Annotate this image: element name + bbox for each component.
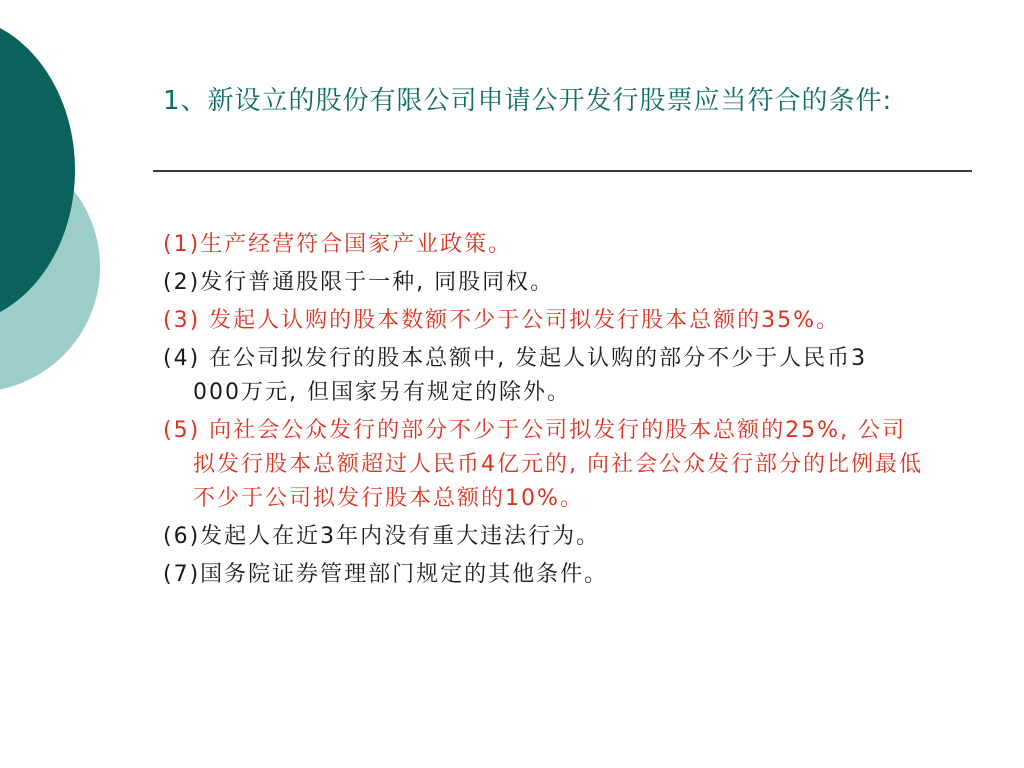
conditions-list <box>163 228 923 596</box>
condition-item-2: (2)发行普通股限于一种, 同股同权。 <box>163 270 555 295</box>
condition-item-3: (3) 发起人认购的股本数额不少于公司拟发行股本总额的35%。 <box>163 308 841 333</box>
slide-title: 1、新设立的股份有限公司申请公开发行股票应当符合的条件: <box>163 86 893 116</box>
condition-item-1: (1)生产经营符合国家产业政策。 <box>163 232 513 257</box>
title-divider <box>153 170 972 172</box>
condition-item-6: (6)发起人在近3年内没有重大违法行为。 <box>163 524 601 549</box>
condition-item-5: (5) 向社会公众发行的部分不少于公司拟发行的股本总额的25%, 公司拟发行股本总额超过人民币4亿元的, 向社会公众发行部分的比例最低不少于公司拟发行股本总额的10%。 <box>163 418 923 511</box>
condition-item-7: (7)国务院证券管理部门规定的其他条件。 <box>163 562 609 587</box>
condition-item-4: (4) 在公司拟发行的股本总额中, 发起人认购的部分不少于人民币3 000万元, 但国家另有规定的除外。 <box>163 346 868 405</box>
